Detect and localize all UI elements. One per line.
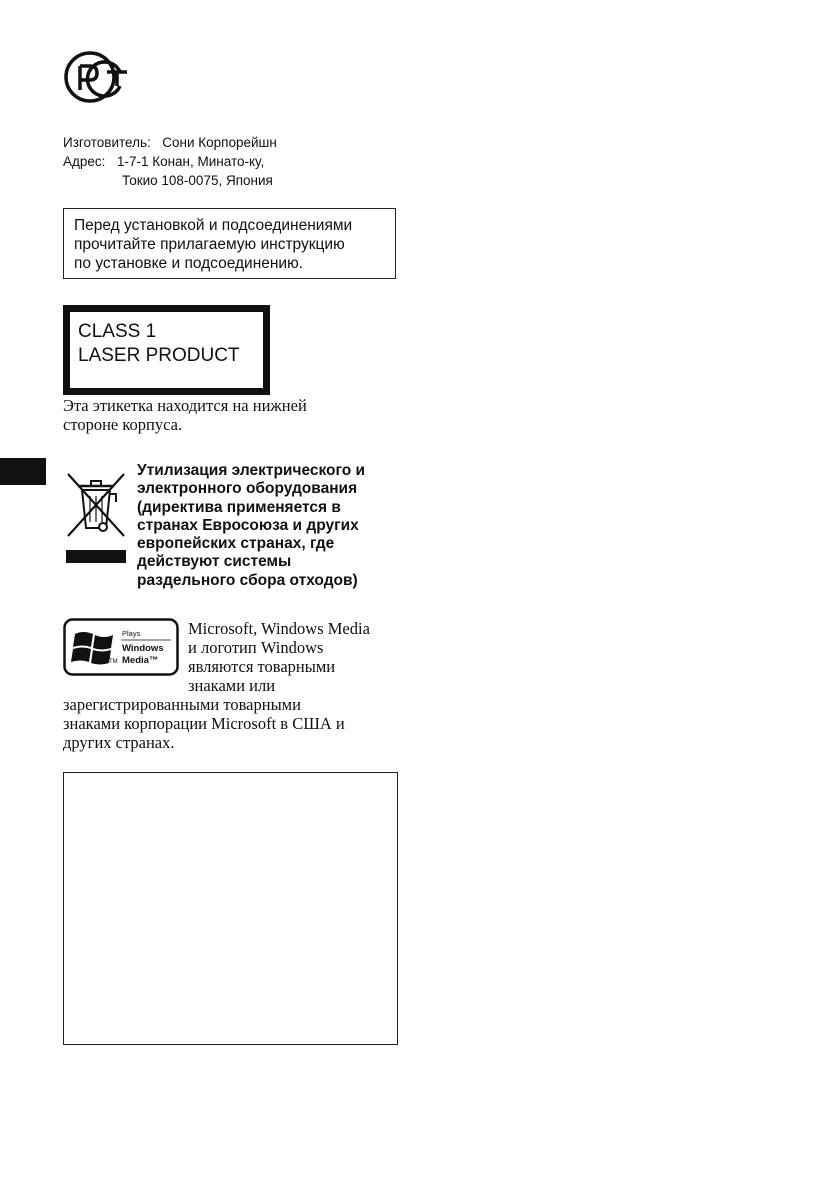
notice-line: прочитайте прилагаемую инструкцию [74,236,345,253]
logo-plays-text: Plays [122,629,141,638]
weee-line: действуют системы [137,553,292,571]
trademark-line: являются товарными [188,657,336,676]
plays-windows-media-logo [63,618,179,676]
crossed-out-wheelie-bin-icon [63,464,129,564]
weee-line: электронного оборудования [137,480,358,498]
windows-media-trademark-text [188,619,398,695]
section-tab-marker [0,458,46,485]
manufacturer-line [63,133,277,152]
trademark-line: других странах. [63,733,175,752]
notice-line: Перед установкой и подсоединениями [74,217,353,234]
manufacturer-label: Изготовитель: [63,135,151,150]
weee-heading [137,462,407,590]
trademark-line: зарегистрированными товарными [63,695,301,714]
weee-line: странах Евросоюза и других [137,516,359,534]
address-line1: 1-7-1 Конан, Минато-ку, [116,154,265,169]
address-label: Адрес: [63,154,106,169]
weee-line: раздельного сбора отходов) [137,571,358,589]
trademark-line: Microsoft, Windows Media [188,619,370,638]
weee-line: Утилизация электрического и [137,462,366,479]
empty-content-frame [63,772,398,1045]
windows-media-trademark-text-cont [63,695,393,752]
manufacturer-name: Сони Корпорейшн [162,135,277,150]
laser-class: CLASS 1 [78,321,157,342]
address-line [63,152,264,171]
installation-notice-box [63,208,396,279]
laser-label-note [63,396,383,434]
laser-class-label [63,305,270,395]
trademark-line: и логотип Windows [188,638,324,657]
notice-line: по установке и подсоединению. [74,255,304,272]
weee-line: (директива применяется в [137,498,341,516]
weee-line: европейских странах, где [137,535,335,553]
trademark-line: знаками или [188,676,276,695]
logo-tm-text: TM [109,659,118,665]
address-line2: Токио 108-0075, Япония [122,173,273,188]
trademark-line: знаками корпорации Microsoft в США и [63,714,345,733]
laser-product: LASER PRODUCT [78,345,240,366]
logo-windows-text: Windows [122,643,164,654]
laser-note-line: Эта этикетка находится на нижней [63,396,307,415]
gost-certification-mark-icon [63,50,129,104]
logo-media-text: Media™ [122,655,159,666]
laser-note-line: стороне корпуса. [63,415,183,434]
